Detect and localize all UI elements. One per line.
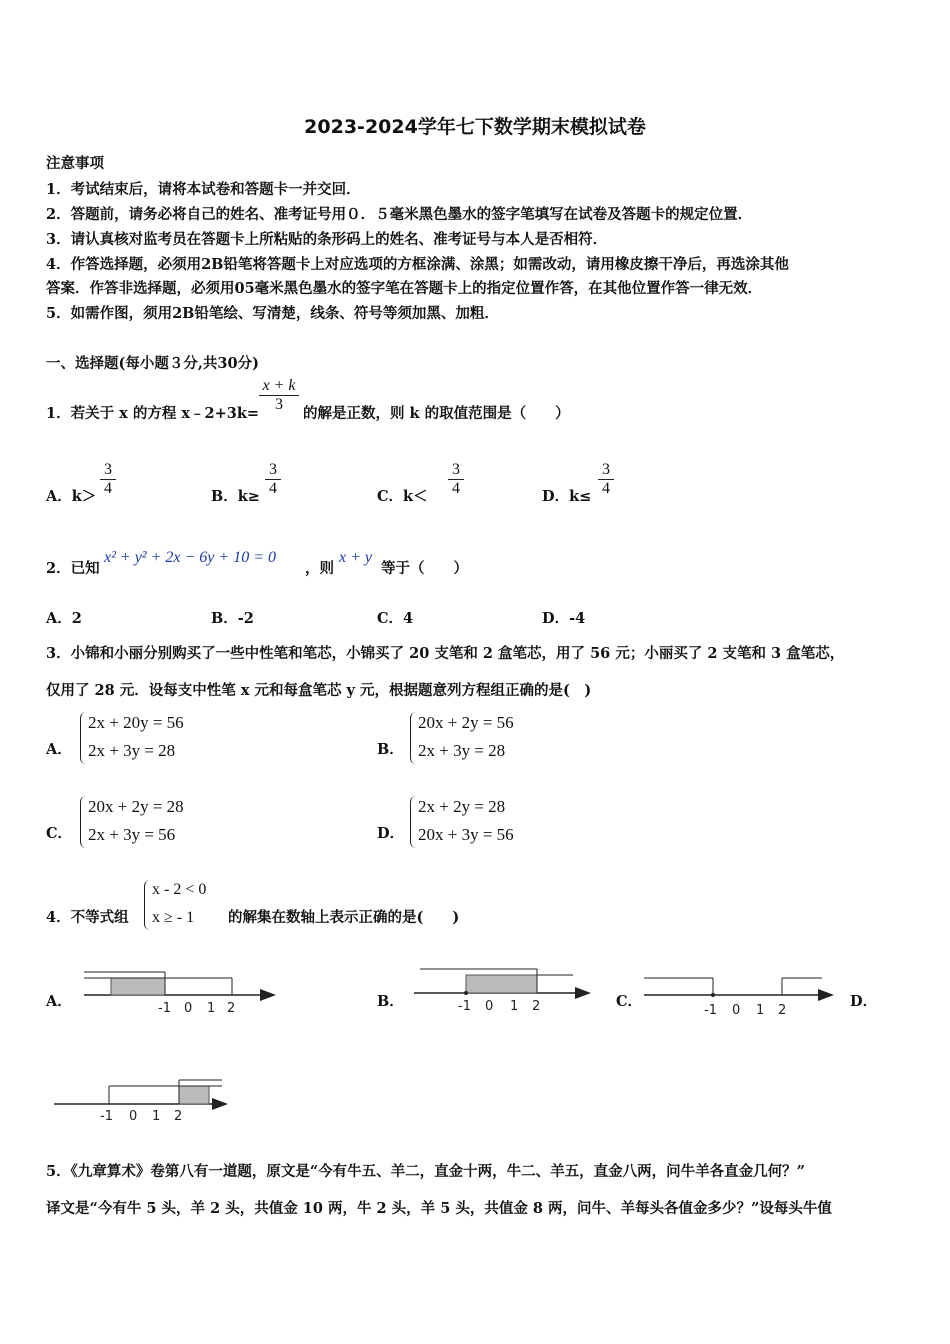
q4-number-line-c [640, 962, 840, 1018]
notice-item: 5．如需作图，须用2B铅笔绘、写清楚，线条、符号等须加黑、加粗． [46, 305, 499, 322]
section-heading: 一、选择题(每小题３分,共30分) [46, 355, 259, 372]
q2-expr: x + y [339, 549, 372, 566]
q3-option-a-brace [80, 712, 87, 764]
q4-number-line-d [50, 1072, 240, 1128]
q3-option-b-brace [410, 712, 417, 764]
q4-option-d: D． [850, 993, 878, 1010]
notice-item: 4．作答选择题，必须用2B铅笔将答题卡上对应选项的方框涂满、涂黑；如需改动，请用橡皮擦干净后，再选涂其他 [46, 256, 789, 273]
q2-option-a: A．2 [46, 610, 82, 627]
q3-option-c-system: 20x + 2y = 28 2x + 3y = 56 [88, 797, 184, 844]
svg-text:-1: -1 [458, 999, 471, 1014]
svg-text:2: 2 [174, 1109, 183, 1124]
q3-option-b: B． [377, 741, 404, 758]
q1-option-b: B．k≥ [211, 488, 260, 505]
q2-middle: ，则 [305, 560, 334, 577]
svg-text:-1: -1 [158, 1001, 171, 1016]
svg-text:0: 0 [732, 1003, 741, 1018]
svg-text:0: 0 [129, 1109, 138, 1124]
q3-option-c: C． [46, 825, 73, 842]
q3-option-a-system: 2x + 20y = 56 2x + 3y = 28 [88, 713, 184, 760]
q4-system: x - 2 < 0 x ≥ - 1 [152, 881, 207, 926]
q4-option-c: C． [616, 993, 643, 1010]
q1-option-d: D．k≤ [542, 488, 592, 505]
svg-text:2: 2 [227, 1001, 236, 1016]
svg-text:1: 1 [756, 1003, 765, 1018]
q3-line2: 仅用了 28 元．设每支中性笔 x 元和每盒笔芯 y 元，根据题意列方程组正确的是( ) [46, 682, 592, 699]
svg-text:0: 0 [485, 999, 494, 1014]
q4-number-line-b [410, 962, 595, 1018]
q4-suffix: 的解集在数轴上表示正确的是( ) [228, 909, 460, 926]
q5-line2: 译文是“今有牛 5 头，羊 2 头，共值金 10 两，牛 2 头，羊 5 头，共值金 8 两，问牛、羊每头各值金多少？”设每头牛值 [46, 1200, 832, 1217]
svg-text:1: 1 [207, 1001, 216, 1016]
q3-line1: 3．小锦和小丽分别购买了一些中性笔和笔芯，小锦买了 20 支笔和 2 盒笔芯，用了 56 元；小丽买了 2 支笔和 3 盒笔芯， [46, 645, 845, 662]
q4-option-b: B． [377, 993, 404, 1010]
q1-fraction [259, 377, 299, 414]
svg-text:-1: -1 [100, 1109, 113, 1124]
q2-suffix: 等于（ ） [381, 560, 468, 577]
svg-text:0: 0 [184, 1001, 193, 1016]
q1-option-c: C．k＜ [377, 488, 428, 505]
notice-item: 2．答题前，请务必将自己的姓名、准考证号用０．５毫米黑色墨水的签字笔填写在试卷及答题卡的规定位置． [46, 206, 753, 223]
q1-suffix: 的解是正数，则 k 的取值范围是（ ） [303, 405, 570, 422]
q1-option-a: A．k＞ [46, 488, 97, 505]
q4-option-a: A． [46, 993, 72, 1010]
notice-heading: 注意事项 [46, 155, 104, 172]
q1-option-c-frac: $\frac{3}{4}$ [448, 461, 464, 498]
q2-option-d: D．-4 [542, 610, 586, 627]
q5-line1: 5．《九章算术》卷第八有一道题，原文是“今有牛五、羊二，直金十两，牛二、羊五，直金八两，问牛羊各直金几何？” [46, 1163, 806, 1180]
notice-item: 3．请认真核对监考员在答题卡上所粘贴的条形码上的姓名、准考证号与本人是否相符． [46, 231, 608, 248]
svg-text:1: 1 [510, 999, 519, 1014]
q3-option-d-brace [410, 796, 417, 848]
q1-option-d-frac: $\frac{3}{4}$ [598, 461, 614, 498]
svg-text:1: 1 [152, 1109, 161, 1124]
q3-option-a: A． [46, 741, 72, 758]
q2-equation: x² + y² + 2x − 6y + 10 = 0 [104, 549, 276, 566]
notice-item: 1．考试结束后，请将本试卷和答题卡一并交回． [46, 181, 361, 198]
svg-text:-1: -1 [704, 1003, 717, 1018]
q1-option-a-frac: $\frac{3}{4}$ [100, 461, 116, 498]
q1-prefix: 1．若关于 x 的方程 x﹣2+3k= [46, 405, 260, 422]
q2-option-c: C．4 [377, 610, 414, 627]
q4-brace [144, 880, 151, 930]
q3-option-b-system: 20x + 2y = 56 2x + 3y = 28 [418, 713, 514, 760]
svg-text:2: 2 [532, 999, 541, 1014]
q2-option-b: B．-2 [211, 610, 254, 627]
q1-frac-num: x + k [259, 377, 299, 396]
notice-item: 答案．作答非选择题，必须用05毫米黑色墨水的签字笔在答题卡上的指定位置作答，在其他位置作答一律无效． [46, 280, 763, 297]
q4-number-line-a [80, 962, 280, 1018]
q1-frac-den: 3 [275, 396, 283, 413]
q4-prefix: 4．不等式组 [46, 909, 129, 926]
q1-option-b-frac: $\frac{3}{4}$ [265, 461, 281, 498]
q3-option-d-system: 2x + 2y = 28 20x + 3y = 56 [418, 797, 514, 844]
q2-prefix: 2．已知 [46, 560, 100, 577]
page-title: 2023-2024学年七下数学期末模拟试卷 [304, 116, 646, 138]
q3-option-d: D． [377, 825, 405, 842]
q3-option-c-brace [80, 796, 87, 848]
svg-text:2: 2 [778, 1003, 787, 1018]
